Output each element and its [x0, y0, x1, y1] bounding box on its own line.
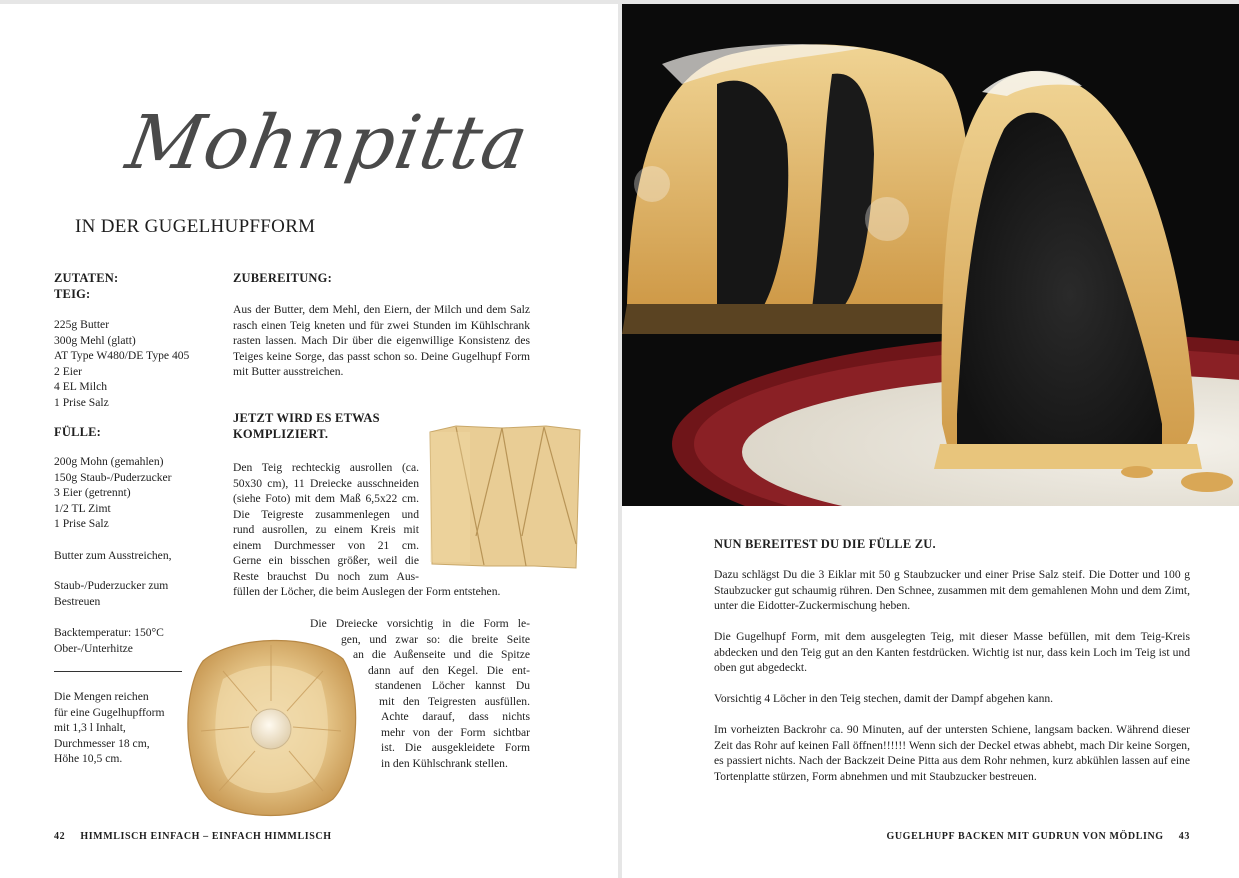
- note-line: mit 1,3 l Inhalt,: [54, 721, 126, 734]
- text-line: gen, und zwar so: die breite Seite: [341, 632, 530, 646]
- extra-sugar: [54, 578, 214, 609]
- extra-butter: Butter zum Ausstreichen,: [54, 548, 172, 562]
- recipe-subtitle: IN DER GUGELHUPFFORM: [75, 216, 316, 237]
- extra-sugar-line: Staub-/Puderzucker zum: [54, 579, 169, 592]
- mohnpitta-cake-photo: [622, 4, 1239, 506]
- page-number: 43: [1178, 831, 1190, 842]
- text-line: füllen der Löcher, die beim Auslegen der Form entstehen.: [233, 585, 501, 598]
- list-item: 1 Prise Salz: [54, 517, 109, 530]
- filling-paragraph-1: Dazu schlägst Du die 3 Eiklar mit 50 g Staubzucker und einer Prise Salz steif. Die Dotter und 100 g Staubzucker gut schaumig rühren. Den Schnee, zusammen mit dem gemahlenen Mohn und dem Zimt, unter die Eidotter-Zuckermischung heben.: [714, 568, 1190, 612]
- list-item: 1 Prise Salz: [54, 395, 109, 409]
- bake-temperature-line: Ober-/Unterhitze: [54, 641, 133, 655]
- right-footer: [886, 831, 1190, 842]
- complicated-heading: [233, 410, 380, 442]
- filling-paragraph-3: Vorsichtig 4 Löcher in den Teig stechen, damit der Dampf abgehen kann.: [714, 692, 1054, 705]
- dough-triangles-photo: [426, 424, 582, 570]
- filling-list: [54, 454, 214, 532]
- text-line: Achte darauf, dass nichts: [381, 710, 530, 723]
- note-line: Die Mengen reichen: [54, 690, 149, 703]
- filling-paragraph-4: Im vorheizten Backrohr ca. 90 Minuten, auf der untersten Schiene, langsam backen. Während dieser Zeit das Rohr auf keinen Fall öffnen!!!!!! Wenn sich der Deckel etwas abhebt, mach Dir keine Sorgen, es passiert nichts. Nach der Backzeit Deine Pitta aus dem Rohr nehmen, kurz abkühlen lassen auf eine Tortenplatte stürzen, Form abnehmen und mit Staubzucker bestreuen.: [714, 723, 1190, 783]
- list-item: 225g Butter: [54, 318, 110, 331]
- text-line: Gerne ein bisschen größer, weil die: [233, 554, 419, 567]
- list-item: 300g Mehl (glatt): [54, 333, 136, 347]
- list-item: 3 Eier (getrennt): [54, 486, 131, 499]
- preparation-paragraph-1: Aus der Butter, dem Mehl, den Eiern, der Milch und dem Salz rasch einen Teig kneten und für zwei Stunden im Kühlschrank rasten lassen. Mach Dir über die eigenwillige Konsistenz des Teiges keine Sorge, das passt schon so. Deine Gugelhupf Form mit Butter ausstreichen.: [233, 303, 530, 378]
- text-line: Die Teigreste zusammenlegen und: [233, 507, 419, 521]
- text-line: Die Dreiecke vorsichtig in die Form le-: [310, 617, 530, 630]
- text-line: mit den Teigresten ausfüllen.: [379, 694, 530, 708]
- recipe-title: Mohnpitta: [120, 100, 535, 186]
- text-line: dann auf den Kegel. Die ent-: [368, 663, 530, 677]
- text-line: mehr von der Form sichtbar: [381, 725, 530, 739]
- list-item: 200g Mohn (gemahlen): [54, 455, 164, 468]
- extra-sugar-line: Bestreuen: [54, 594, 101, 608]
- filling-paragraph-2: Die Gugelhupf Form, mit dem ausgelegten Teig, mit dieser Masse befüllen, mit dem Teig-Kreis abdecken und den Teig gut an den Kanten festdrücken. Wichtig ist nur, dass kein Loch im Teig ist und oben gut abgedeckt.: [714, 630, 1190, 674]
- text-line: einem Durchmesser von 21 cm.: [233, 538, 419, 552]
- dough-list: [54, 317, 214, 410]
- bake-temperature-line: Backtemperatur: 150°C: [54, 626, 164, 639]
- list-item: 1/2 TL Zimt: [54, 501, 111, 515]
- ingredients-heading: ZUTATEN:: [54, 271, 119, 285]
- complicated-heading-line: KOMPLIZIERT.: [233, 427, 329, 441]
- text-line: Reste brauchst Du noch zum Aus-: [233, 569, 419, 583]
- footer-text: GUGELHUPF BACKEN MIT GUDRUN VON MÖDLING: [886, 831, 1164, 842]
- note-line: Durchmesser 18 cm,: [54, 736, 150, 750]
- ingredients-column: [54, 270, 214, 656]
- complicated-heading-line: JETZT WIRD ES ETWAS: [233, 411, 380, 425]
- dough-heading: TEIG:: [54, 287, 91, 301]
- text-line: (siehe Foto) mit dem Maß 6,5x22 cm.: [233, 492, 419, 505]
- text-line: rund ausrollen, zu einem Kreis mit: [233, 523, 419, 536]
- footer-text: HIMMLISCH EINFACH – EINFACH HIMMLISCH: [80, 831, 332, 842]
- text-line: ist. Die ausgekleidete Form: [381, 741, 530, 754]
- note-line: Höhe 10,5 cm.: [54, 752, 123, 765]
- list-item: AT Type W480/DE Type 405: [54, 349, 190, 362]
- list-item: 2 Eier: [54, 364, 83, 378]
- text-line: an die Außenseite und die Spitze: [353, 648, 530, 661]
- text-line: 50x30 cm), 11 Dreiecke ausschneiden: [233, 476, 419, 490]
- list-item: 4 EL Milch: [54, 380, 108, 393]
- text-line: Den Teig rechteckig ausrollen (ca.: [233, 461, 419, 474]
- filling-section-heading: NUN BEREITEST DU DIE FÜLLE ZU.: [714, 537, 936, 551]
- filling-heading: FÜLLE:: [54, 425, 102, 439]
- text-line: in den Kühlschrank stellen.: [381, 756, 508, 770]
- left-footer: [54, 831, 332, 842]
- page-number: 42: [54, 831, 66, 842]
- note-line: für eine Gugelhupfform: [54, 705, 165, 719]
- right-page: [622, 4, 1239, 878]
- text-line: standenen Löcher kannst Du: [375, 679, 530, 692]
- left-page: [0, 4, 618, 878]
- lined-form-photo: [183, 631, 359, 817]
- preparation-heading: ZUBEREITUNG:: [233, 271, 332, 285]
- list-item: 150g Staub-/Puderzucker: [54, 470, 172, 484]
